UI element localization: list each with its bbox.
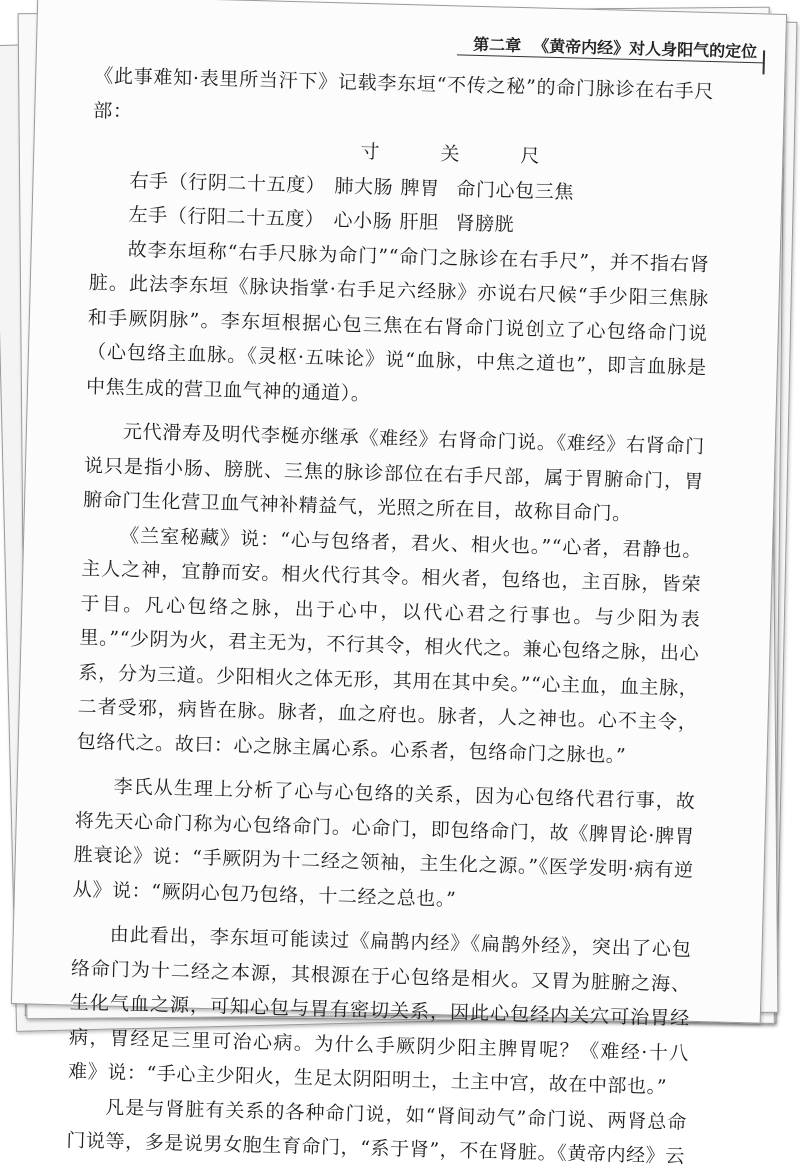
paragraph: 元代滑寿及明代李梴亦继承《难经》右肾命门说。《难经》右肾命门说只是指小肠、膀胱、三焦的脉诊部位在右手尺部，属于胃腑命门，胃腑命门生化营卫血气神补精益气，光照之所在目，故称目命门。 (82, 420, 706, 526)
paragraph: 凡是与肾脏有关系的各种命门说，如“肾间动气”命门说、两肾总命门说等，多是说男女胞生育命门，“系于肾”，不在肾脏。《黄帝内经》云 (66, 1096, 688, 1168)
chapter-title: 《黄帝内经》对人身阳气的定位 (532, 36, 758, 62)
pulse-cell: 肺大肠 (334, 174, 394, 199)
chapter-label: 第二章 (472, 34, 522, 56)
pulse-cell: 脾胃 (400, 176, 440, 200)
pulse-cell: 肝胆 (399, 210, 439, 234)
pulse-col-guan: 关 (440, 142, 461, 166)
paragraph: 李氏从生理上分析了心与心包络的关系，因为心包络代君行事，故将先天心命门称为心包络命门。心命门，即包络命门，故《脾胃论·脾胃胜衰论》说：“手厥阴为十二经之领袖，主生化之源。”《医学发明·病有逆从》说：“厥阴心包乃包络，十二经之总也。” (72, 775, 696, 911)
pulse-cell: 肾膀胱 (455, 212, 515, 236)
book-page (11, 0, 787, 1168)
paragraph: 故李东垣称“右手尺脉为命门”“命门之脉诊在右手尺”，并不指右肾脏。此法李东垣《脉诀指掌·右手足六经脉》亦说右尺候“手少阳三焦脉和手厥阴脉”。李东垣根据心包三焦在右肾命门说创立了心包络命门说（心包络主血脉。《灵枢·五味论》说“血脉，中焦之道也”，即言血脉是中焦生成的营卫血气神的通道）。 (85, 238, 710, 405)
pulse-side: 左手（行阳二十五度） (128, 203, 325, 231)
pulse-cell: 心小肠 (333, 209, 393, 233)
paragraph: 由此看出，李东垣可能读过《扁鹊内经》《扁鹊外经》，突出了心包络命门为十二经之本源，其根源在于心包络是相火。又胃为脏腑之海、生化气血之源，可知心包与胃有密切关系，因此心包经内关穴可治胃经病，胃经足三里可治心病。为什么手厥阴少阳主脾胃呢？《难经·十八难》说：“手心主少阳火，生足太阴阳明土，土主中宫，故在中部也。” (67, 923, 692, 1099)
pulse-col-cun: 寸 (360, 140, 381, 164)
pulse-cell: 命门心包三焦 (456, 177, 575, 203)
page-body (66, 59, 715, 1174)
header-tick (763, 50, 766, 74)
pulse-side: 右手（行阴二十五度） (129, 169, 326, 197)
paragraph: 《兰室秘藏》说：“心与包络者，君火、相火也。”“心者，君静也。主人之神，宜静而安。相火代行其令。相火者，包络也，主百脉，皆荣于目。凡心包络之脉，出于心中，以代心君之行事也。与少阳为表里。”“少阴为火，君主无为，不行其令，相火代之。兼心包络之脉，出心系，分为三道。少阳相火之体无形，其用在其中矣。”“心主血，血主脉，二者受邪，病皆在脉。脉者，血之府也。脉者，人之神也。心不主令，包络代之。故曰：心之脉主属心系。心系者，包络命门之脉也。” (76, 524, 703, 767)
pulse-col-chi: 尺 (520, 145, 541, 168)
intro-line: 《此事难知·表里所当汗下》记载李东垣“不传之秘”的命门脉诊在右手尺部： (93, 64, 715, 123)
